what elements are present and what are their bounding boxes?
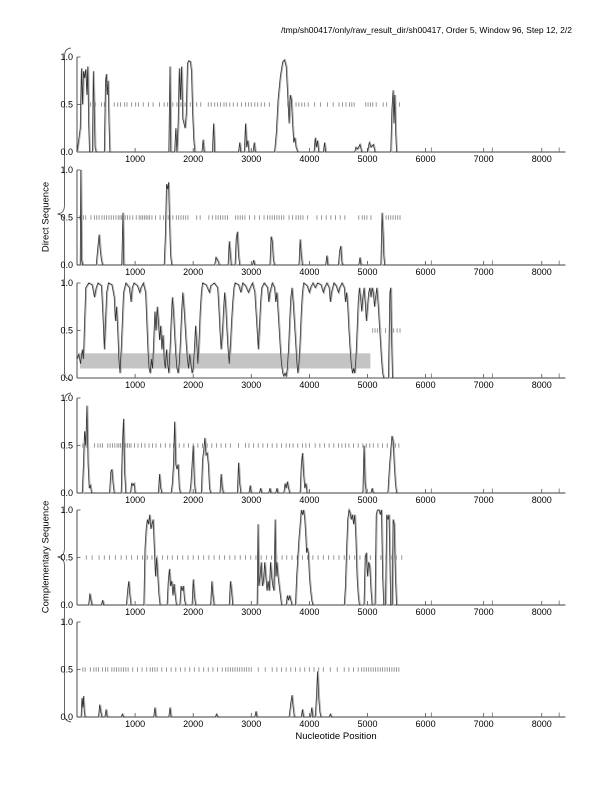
svg-text:2000: 2000 <box>183 380 204 390</box>
x-axis-label: Nucleotide Position <box>295 731 377 742</box>
svg-text:7000: 7000 <box>473 719 494 729</box>
svg-text:1.0: 1.0 <box>60 52 73 63</box>
svg-text:4000: 4000 <box>299 719 320 729</box>
plot-panel-complementary-frame-3 <box>0 616 612 732</box>
svg-text:0.0: 0.0 <box>60 373 73 384</box>
svg-text:6000: 6000 <box>415 267 436 277</box>
svg-text:1000: 1000 <box>125 380 146 390</box>
svg-text:6000: 6000 <box>415 607 436 617</box>
svg-text:5000: 5000 <box>357 719 378 729</box>
plot-panel-complementary-frame-2 <box>0 504 612 620</box>
plot-title: /tmp/sh00417/only/raw_result_dir/sh00417, Order 5, Window 96, Step 12, 2/2 <box>280 25 572 35</box>
svg-text:8000: 8000 <box>531 154 552 164</box>
svg-text:3000: 3000 <box>241 267 262 277</box>
svg-text:6000: 6000 <box>415 154 436 164</box>
svg-text:1.0: 1.0 <box>60 165 73 176</box>
svg-text:2000: 2000 <box>183 267 204 277</box>
svg-text:5000: 5000 <box>357 154 378 164</box>
signal-curve-direct-2 <box>77 170 565 265</box>
svg-text:2000: 2000 <box>183 719 204 729</box>
svg-text:2000: 2000 <box>183 154 204 164</box>
svg-text:2000: 2000 <box>183 495 204 505</box>
svg-text:6000: 6000 <box>415 495 436 505</box>
plot-panel-direct-frame-2 <box>0 164 612 280</box>
signal-curve-complementary-2 <box>77 510 565 605</box>
svg-text:5000: 5000 <box>357 267 378 277</box>
direct-sequence-label: Direct Sequence <box>40 181 52 253</box>
svg-text:3000: 3000 <box>241 380 262 390</box>
svg-text:8000: 8000 <box>531 607 552 617</box>
svg-text:7000: 7000 <box>473 380 494 390</box>
svg-text:5000: 5000 <box>357 607 378 617</box>
svg-text:1000: 1000 <box>125 607 146 617</box>
svg-text:8000: 8000 <box>531 380 552 390</box>
svg-text:3000: 3000 <box>241 719 262 729</box>
svg-text:0.0: 0.0 <box>60 712 73 723</box>
svg-text:0.5: 0.5 <box>60 325 73 336</box>
svg-text:1000: 1000 <box>125 267 146 277</box>
svg-text:1000: 1000 <box>125 154 146 164</box>
svg-text:4000: 4000 <box>299 380 320 390</box>
svg-text:4000: 4000 <box>299 154 320 164</box>
svg-text:8000: 8000 <box>531 267 552 277</box>
svg-text:8000: 8000 <box>531 495 552 505</box>
svg-text:8000: 8000 <box>531 719 552 729</box>
complementary-sequence-label: Complementary Sequence <box>40 500 52 614</box>
svg-text:4000: 4000 <box>299 607 320 617</box>
svg-text:7000: 7000 <box>473 495 494 505</box>
svg-text:0.5: 0.5 <box>60 664 73 675</box>
svg-text:1.0: 1.0 <box>60 393 73 404</box>
svg-text:4000: 4000 <box>299 495 320 505</box>
svg-text:0.5: 0.5 <box>60 552 73 563</box>
svg-text:0.5: 0.5 <box>60 99 73 110</box>
svg-text:7000: 7000 <box>473 154 494 164</box>
svg-text:5000: 5000 <box>357 495 378 505</box>
svg-text:0.5: 0.5 <box>60 212 73 223</box>
svg-text:1.0: 1.0 <box>60 505 73 516</box>
plot-panel-direct-frame-1 <box>0 51 612 167</box>
svg-text:1000: 1000 <box>125 719 146 729</box>
svg-text:3000: 3000 <box>241 495 262 505</box>
plot-panel-direct-frame-3 <box>0 277 612 393</box>
svg-text:7000: 7000 <box>473 607 494 617</box>
svg-text:0.0: 0.0 <box>60 600 73 611</box>
svg-text:3000: 3000 <box>241 154 262 164</box>
svg-text:0.0: 0.0 <box>60 147 73 158</box>
svg-text:1.0: 1.0 <box>60 278 73 289</box>
highlight-bar <box>80 353 370 368</box>
svg-text:6000: 6000 <box>415 719 436 729</box>
svg-text:0.5: 0.5 <box>60 440 73 451</box>
svg-text:1000: 1000 <box>125 495 146 505</box>
svg-text:7000: 7000 <box>473 267 494 277</box>
signal-curve-direct-1 <box>77 60 565 152</box>
signal-curve-complementary-1 <box>77 406 565 493</box>
svg-text:3000: 3000 <box>241 607 262 617</box>
svg-text:6000: 6000 <box>415 380 436 390</box>
svg-text:0.0: 0.0 <box>60 260 73 271</box>
svg-text:4000: 4000 <box>299 267 320 277</box>
svg-text:2000: 2000 <box>183 607 204 617</box>
plot-panel-complementary-frame-1 <box>0 392 612 508</box>
svg-text:1.0: 1.0 <box>60 617 73 628</box>
svg-text:5000: 5000 <box>357 380 378 390</box>
svg-text:0.0: 0.0 <box>60 488 73 499</box>
